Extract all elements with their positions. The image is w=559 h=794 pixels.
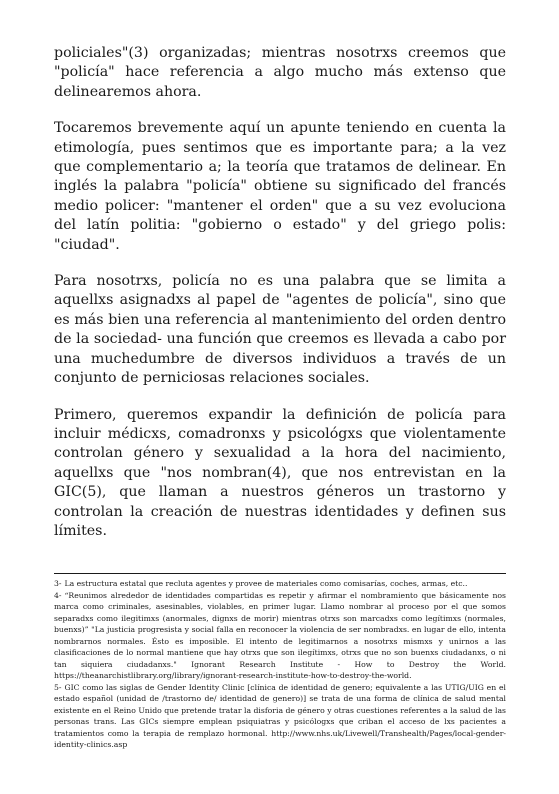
- footnote-text: “Reunimos alrededor de identidades compartidas es repetir y afirmar el nombramiento que básicamente nos marca como criminales, asesinables, violables, en primer lugar. Llamo nombrar al proceso por el que somos separadxs como ilegitimxs (anormales, dignxs de morir) mientras otrxs son marcadxs como legítimxs (normales, buenxs)” "La justicia progresista y social falla en reconocer la violencia de ser nombradxs. en lugar de ello, intenta nombrarnos normales. Ésto es imposible. El intento de legitimarnos a nosotrxs mismxs y unirnos a las clasificaciones de lo normal mantiene que hay otrxs que son ilegítimxs, otrxs que no son buenxs ciudadanxs, o ni tan siquiera ciudadanxs." Ignorant Research Institute - How to Destroy the World. https://theanarchistlibrary.org/library/ignorant-research-institute-how-to-destroy-the-world.: [54, 590, 506, 680]
- main-text: [54, 44, 506, 558]
- paragraph: Para nosotrxs, policía no es una palabra que se limita a aquellxs asignadxs al papel de "agentes de policía", sino que es más bien una referencia al mantenimiento del orden dentro de la sociedad- una función que creemos es llevada a cabo por una muchedumbre de diversos individuos a través de un conjunto de perniciosas relaciones sociales.: [54, 273, 506, 387]
- footnote-text: La estructura estatal que recluta agentes y provee de materiales como comisarías, coches, armas, etc..: [64, 579, 468, 588]
- footnote-number: 4-: [54, 590, 62, 600]
- footnote-4: [54, 590, 506, 682]
- footnote-5: [54, 682, 506, 751]
- paragraph: policiales"(3) organizadas; mientras nosotrxs creemos que "policía" hace referencia a algo mucho más extenso que delinearemos ahora.: [54, 45, 506, 100]
- footnote-text: GIC como las siglas de Gender Identity Clinic [clínica de identidad de genero; equivalente a las UTIG/UIG en el estado español (unidad de /trastorno de/ identidad de genero)] se trata de una forma de clínica de salud mental existente en el Reino Unido que pretende tratar la disforia de género y otras cuestiones referentes a la salud de las personas trans. Las GICs siempre emplean psiquiatras y psicólogxs que criban el acceso de lxs pacientes a tratamientos como la terapia de remplazo hormonal. http://www.nhs.uk/Livewell/Transhealth/Pages/local-gender-identity-clinics.asp: [54, 682, 506, 749]
- footnote-number: 5-: [54, 682, 62, 692]
- footnote-number: 3-: [54, 579, 62, 588]
- footnote-3: [54, 578, 506, 590]
- paragraph: Primero, queremos expandir la definición de policía para incluir médicxs, comadronxs y psicológxs que violentamente controlan género y sexualidad a la hora del nacimiento, aquellxs que "nos nombran(4), que nos entrevistan en la GIC(5), que llaman a nuestros géneros un trastorno y controlan la creación de nuestras identidades y definen sus límites.: [54, 406, 506, 539]
- paragraph: Tocaremos brevemente aquí un apunte teniendo en cuenta la etimología, pues sentimos que es importante para; a la vez que complementario a; la teoría que tratamos de delinear. En inglés la palabra "policía" obtiene su significado del francés medio policer: "mantener el orden" que a su vez evoluciona del latín politia: "gobierno o estado" y del griego polis: "ciudad".: [54, 120, 506, 253]
- footnotes: [54, 573, 506, 751]
